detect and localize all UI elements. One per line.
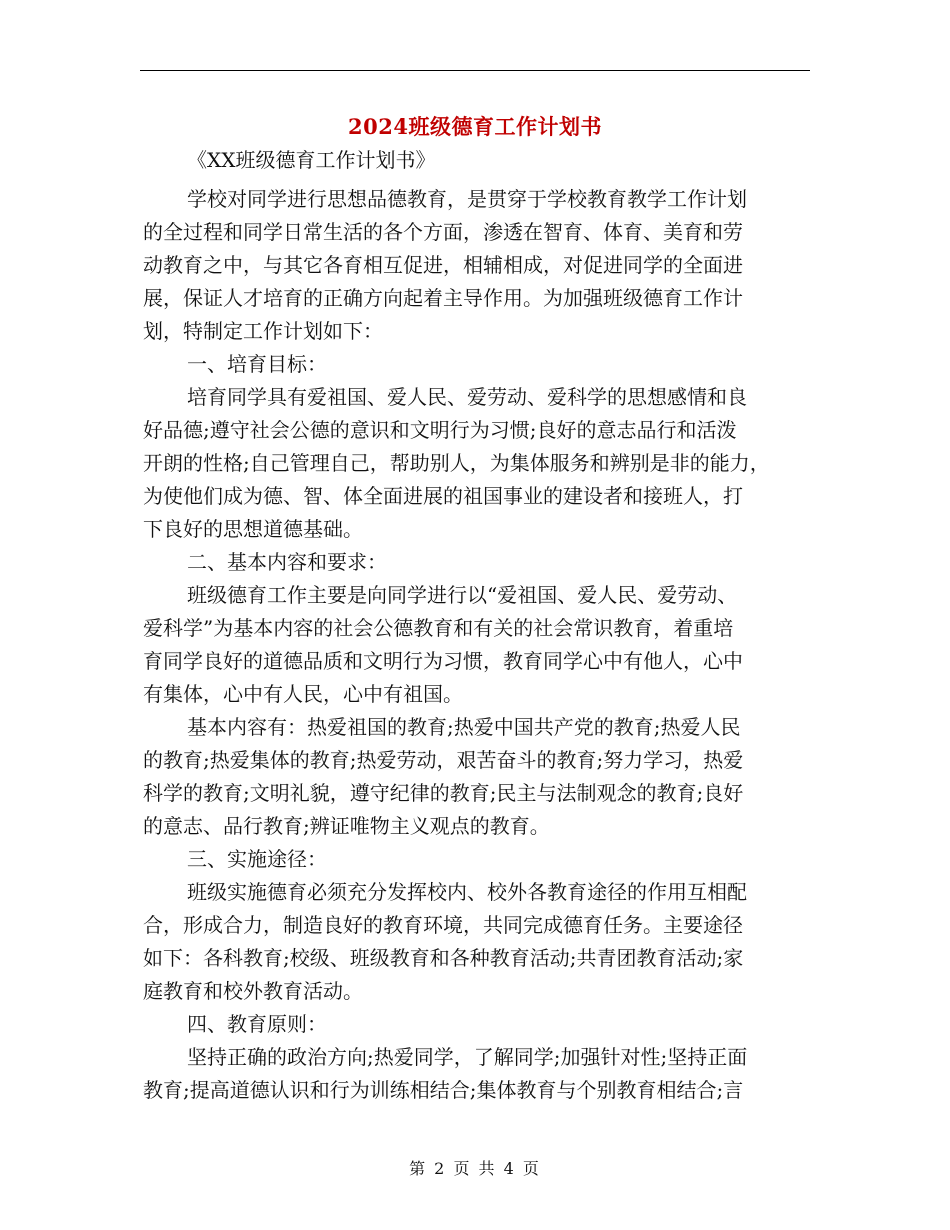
text-line: 基本内容有：热爱祖国的教育;热爱中国共产党的教育;热爱人民 xyxy=(187,715,741,739)
section-heading: 一、培育目标： xyxy=(187,352,327,376)
text-line: 庭教育和校外教育活动。 xyxy=(143,979,363,1003)
text-line: 科学的教育;文明礼貌，遵守纪律的教育;民主与法制观念的教育;良好 xyxy=(143,781,744,805)
text-line: 动教育之中，与其它各育相互促进，相辅相成，对促进同学的全面进 xyxy=(143,253,743,277)
text-line: 展，保证人才培育的正确方向起着主导作用。为加强班级德育工作计 xyxy=(143,286,743,310)
text-line: 教育;提高道德认识和行为训练相结合;集体教育与个别教育相结合;言 xyxy=(143,1078,744,1102)
text-line: 有集体，心中有人民，心中有祖国。 xyxy=(143,682,463,706)
document-title: 2024班级德育工作计划书 xyxy=(348,114,602,139)
text-line: 的意志、品行教育;辨证唯物主义观点的教育。 xyxy=(143,814,550,838)
text-line: 培育同学具有爱祖国、爱人民、爱劳动、爱科学的思想感情和良 xyxy=(187,385,747,409)
text-line: 合，形成合力，制造良好的教育环境，共同完成德育任务。主要途径 xyxy=(143,913,743,937)
text-line: 爱科学”为基本内容的社会公德教育和有关的社会常识教育，着重培 xyxy=(143,616,734,640)
page-footer: 第 2 页 共 4 页 xyxy=(409,1159,541,1178)
text-line: 坚持正确的政治方向;热爱同学，了解同学;加强针对性;坚持正面 xyxy=(187,1045,748,1069)
header-rule xyxy=(140,70,810,71)
text-line: 的教育;热爱集体的教育;热爱劳动，艰苦奋斗的教育;努力学习，热爱 xyxy=(143,748,744,772)
text-line: 好品德;遵守社会公德的意识和文明行为习惯;良好的意志品行和活泼 xyxy=(143,418,737,442)
text-line: 为使他们成为德、智、体全面进展的祖国事业的建设者和接班人，打 xyxy=(143,484,743,508)
section-heading: 二、基本内容和要求： xyxy=(187,550,387,574)
section-heading: 三、实施途径： xyxy=(187,847,327,871)
text-line: 如下：各科教育;校级、班级教育和各种教育活动;共青团教育活动;家 xyxy=(143,946,744,970)
text-line: 开朗的性格;自己管理自己，帮助别人，为集体服务和辨别是非的能力， xyxy=(143,451,770,475)
text-line: 班级实施德育必须充分发挥校内、校外各教育途径的作用互相配 xyxy=(187,880,747,904)
text-line: 育同学良好的道德品质和文明行为习惯，教育同学心中有他人，心中 xyxy=(143,649,743,673)
text-line: 划，特制定工作计划如下： xyxy=(143,319,383,343)
text-line: 《XX班级德育工作计划书》 xyxy=(187,148,436,172)
text-line: 学校对同学进行思想品德教育，是贯穿于学校教育教学工作计划 xyxy=(187,187,747,211)
text-line: 下良好的思想道德基础。 xyxy=(143,517,363,541)
text-line: 的全过程和同学日常生活的各个方面，渗透在智育、体育、美育和劳 xyxy=(143,220,743,244)
section-heading: 四、教育原则： xyxy=(187,1012,327,1036)
text-line: 班级德育工作主要是向同学进行以“爱祖国、爱人民、爱劳动、 xyxy=(187,583,738,607)
